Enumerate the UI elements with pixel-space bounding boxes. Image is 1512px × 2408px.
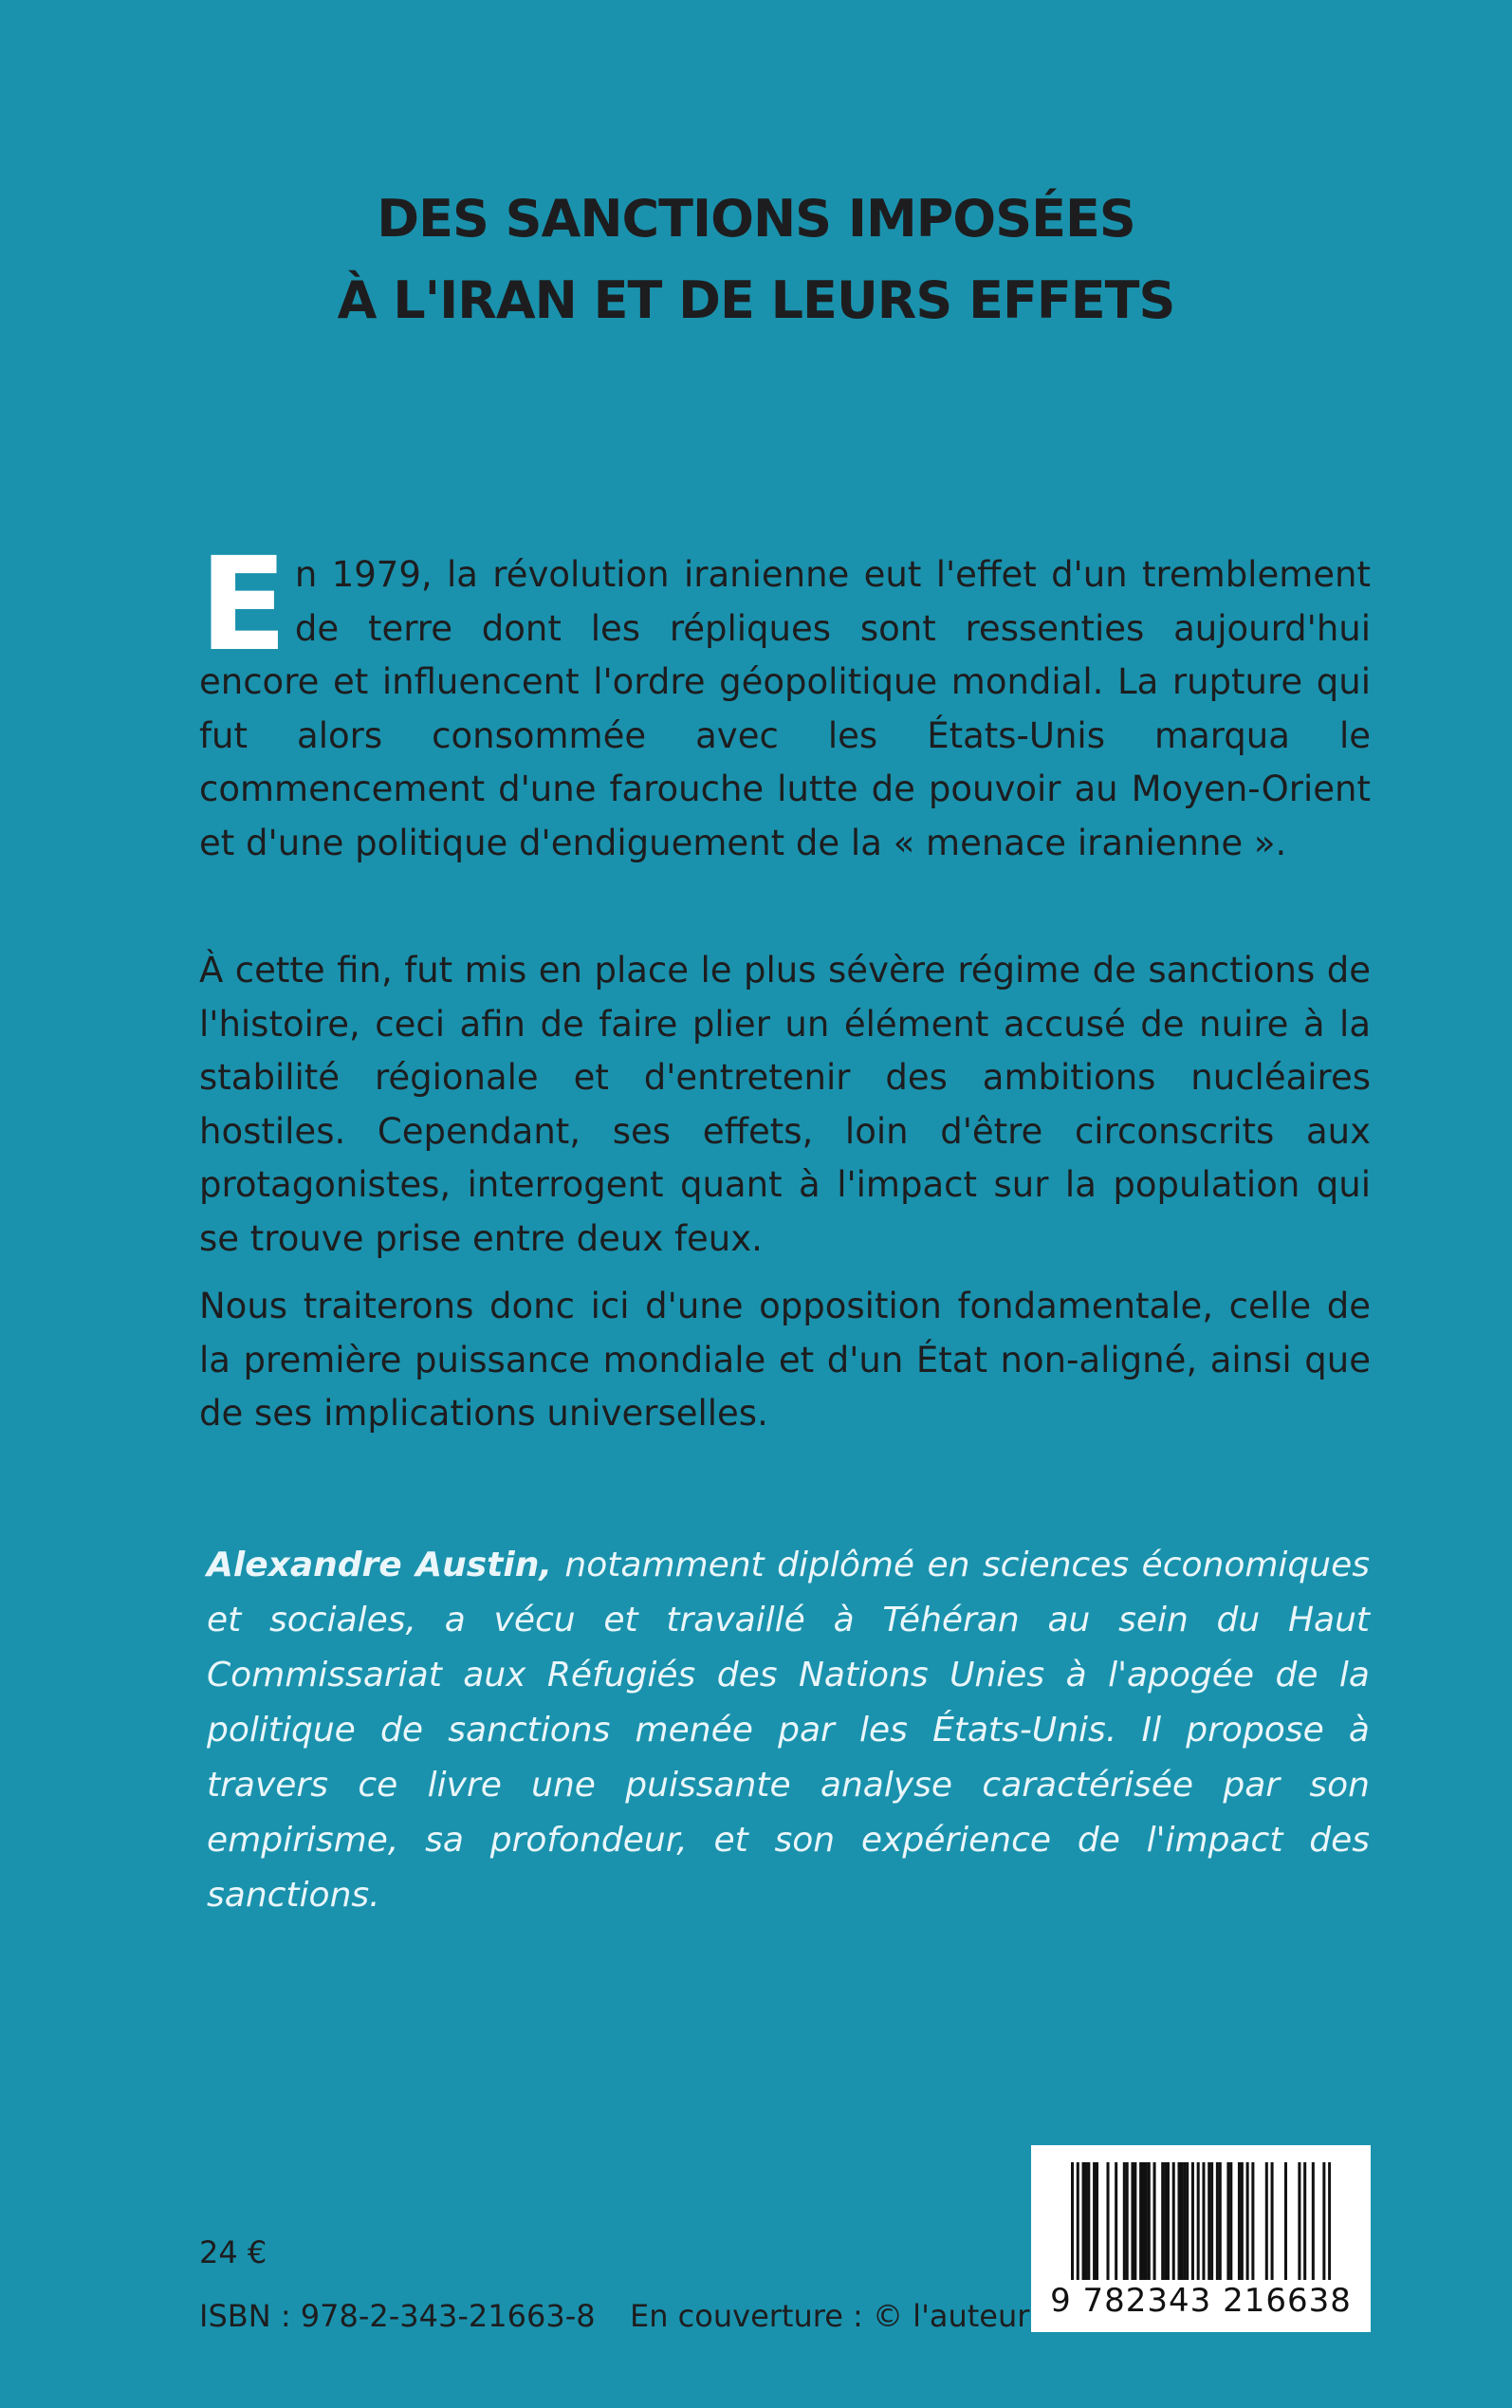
dropcap-letter: E — [199, 530, 287, 680]
barcode-bar — [1131, 2162, 1134, 2280]
author-bio-text: notamment diplômé en sciences économiques et sociales, a vécu et travaillé à Téhéran au sein du Haut Commissariat aux Réfugiés des Nations Unies à l'apogée de la politique de sanctions menée par les États-Unis. Il propose à travers ce livre une puissante analyse caractérisée par son empirisme, sa profondeur, et son expérience de l'impact des sanctions. — [207, 1546, 1370, 1915]
barcode-bar — [1161, 2162, 1164, 2280]
barcode-bar — [1312, 2162, 1315, 2280]
isbn: ISBN : 978-2-343-21663-8 — [199, 2298, 596, 2334]
barcode-bar — [1229, 2162, 1232, 2280]
barcode — [1031, 2145, 1371, 2332]
barcode-bar — [1251, 2162, 1254, 2280]
barcode-bar — [1096, 2162, 1098, 2280]
title-line-1: DES SANCTIONS IMPOSÉES — [377, 189, 1135, 249]
barcode-bar — [1134, 2162, 1136, 2280]
barcode-bar — [1180, 2162, 1183, 2280]
barcode-bar — [1172, 2162, 1175, 2280]
title-line-2: À L'IRAN ET DE LEURS EFFETS — [337, 270, 1175, 330]
barcode-bar — [1153, 2162, 1156, 2280]
barcode-bar — [1084, 2162, 1087, 2280]
barcode-bar — [1216, 2162, 1219, 2280]
barcode-bar — [1082, 2162, 1085, 2280]
barcode-bar — [1241, 2162, 1244, 2280]
barcode-bar — [1238, 2162, 1241, 2280]
barcode-bar — [1226, 2162, 1229, 2280]
barcode-bar — [1284, 2162, 1287, 2280]
barcode-bar — [1246, 2162, 1249, 2280]
barcode-bar — [1164, 2162, 1167, 2280]
barcode-bar — [1191, 2162, 1194, 2280]
barcode-bar — [1177, 2162, 1180, 2280]
barcode-bar — [1106, 2162, 1109, 2280]
barcode-bar — [1322, 2162, 1325, 2280]
barcode-bar — [1148, 2162, 1151, 2280]
summary-paragraph-1 — [199, 530, 1371, 870]
summary-paragraph-2-text: À cette fin, fut mis en place le plus sévère régime de sanctions de l'histoire, ceci afin de faire plier un élément accusé de nuire à la stabilité régionale et d'entretenir des ambitions nucléaires hostiles. Cependant, ses effets, loin d'être circonscrits aux protagonistes, interrogent quant à l'impact sur la population qui se trouve prise entre deux feux. — [199, 950, 1371, 1259]
barcode-bar — [1210, 2162, 1213, 2280]
barcode-bar — [1142, 2162, 1145, 2280]
barcode-bar — [1123, 2162, 1126, 2280]
summary-paragraph-2 — [199, 944, 1371, 1266]
barcode-digits: 9 782343 216638 — [1050, 2282, 1352, 2320]
barcode-bar — [1271, 2162, 1274, 2280]
barcode-bar — [1126, 2162, 1129, 2280]
barcode-bar — [1208, 2162, 1210, 2280]
barcode-bar — [1145, 2162, 1148, 2280]
barcode-bar — [1183, 2162, 1186, 2280]
barcode-bar — [1115, 2162, 1117, 2280]
book-title — [0, 178, 1512, 342]
barcode-bar — [1298, 2162, 1300, 2280]
barcode-bar — [1202, 2162, 1205, 2280]
summary-paragraph-3-text: Nous traiterons donc ici d'une opposition fondamentale, celle de la première puissance mondiale et d'un État non-aligné, ainsi que de ses implications universelles. — [199, 1286, 1371, 1434]
barcode-bar — [1093, 2162, 1096, 2280]
summary-paragraph-1-text: n 1979, la révolution iranienne eut l'effet d'un tremblement de terre dont les répliques sont ressenties aujourd'hui encore et influencent l'ordre géopolitique mondial. La rupture qui fut alors consommée avec les États-Unis marqua le commencement d'une farouche lutte de pouvoir au Moyen-Orient et d'une politique d'endiguement de la « menace iranienne ». — [199, 554, 1371, 863]
barcode-bar — [1139, 2162, 1142, 2280]
barcode-bar — [1077, 2162, 1079, 2280]
barcode-bar — [1197, 2162, 1200, 2280]
author-bio — [207, 1538, 1370, 1923]
author-name: Alexandre Austin, — [207, 1546, 552, 1584]
barcode-bar — [1186, 2162, 1189, 2280]
barcode-bar — [1328, 2162, 1331, 2280]
barcode-bar — [1219, 2162, 1222, 2280]
barcode-bar — [1265, 2162, 1268, 2280]
barcode-bars — [1071, 2162, 1331, 2280]
cover-credit: En couverture : © l'auteur — [630, 2298, 1030, 2334]
price: 24 € — [199, 2234, 267, 2270]
barcode-bar — [1167, 2162, 1170, 2280]
summary-paragraph-3 — [199, 1280, 1371, 1441]
barcode-bar — [1303, 2162, 1306, 2280]
barcode-bar — [1071, 2162, 1074, 2280]
barcode-bar — [1087, 2162, 1090, 2280]
